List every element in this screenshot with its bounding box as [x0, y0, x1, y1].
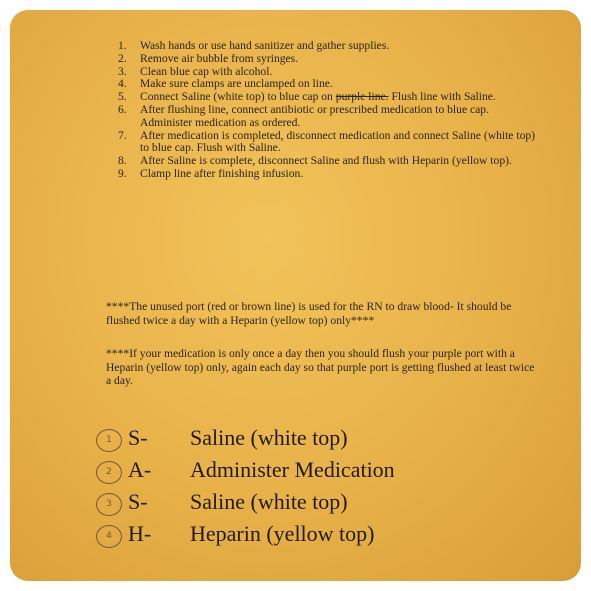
step-number: 7.	[118, 128, 127, 142]
step-text: After flushing line, connect antibiotic or prescribed medication to blue cap. Administer medication as ordered.	[140, 102, 489, 129]
mnemonic-letter: S-	[128, 489, 148, 514]
step-text: Wash hands or use hand sanitizer and gather supplies.	[140, 39, 390, 52]
step-number: 5.	[118, 90, 127, 104]
mnemonic-letter: S-	[128, 425, 148, 450]
step-number: 2.	[118, 51, 127, 65]
handwritten-circled-number: 4	[96, 525, 122, 548]
mnemonic-text: Saline (white top)	[190, 489, 348, 514]
step-text: Remove air bubble from syringes.	[140, 51, 299, 65]
step-text: Connect Saline (white top) to blue cap on	[140, 90, 336, 104]
mnemonic-letter: A-	[128, 457, 152, 482]
step-text: After medication is completed, disconnect medication and connect Saline (white top) to blue cap. Flush with Saline.	[140, 128, 536, 155]
step-text: Flush line with Saline.	[388, 90, 496, 104]
step-text: Clamp line after finishing infusion.	[140, 166, 304, 180]
paper-sheet	[10, 10, 581, 581]
once-a-day-note: ****If your medication is only once a day then you should flush your purple port with a Heparin (yellow top) only, again each day so that purple port is getting flushed at least twice a day.	[106, 347, 535, 387]
mnemonic-letter: H-	[128, 521, 152, 546]
step-number: 3.	[118, 64, 127, 78]
handwritten-circled-number: 2	[96, 461, 122, 484]
mnemonic-text: Saline (white top)	[190, 425, 348, 450]
step-number: 1.	[118, 39, 127, 52]
procedure-step	[118, 168, 538, 181]
procedure-step	[118, 104, 538, 130]
handwritten-circled-number: 3	[96, 493, 122, 516]
step-text: Clean blue cap with alcohol.	[140, 64, 273, 78]
step-number: 9.	[118, 166, 127, 180]
step-number: 6.	[118, 102, 127, 116]
step-number: 4.	[118, 77, 127, 91]
step-text: Make sure clamps are unclamped on line.	[140, 77, 333, 91]
unused-port-note: ****The unused port (red or brown line) is used for the RN to draw blood- It should be flushed twice a day with a Heparin (yellow top) only****	[106, 300, 512, 327]
struck-text: purple line.	[335, 90, 389, 104]
step-text: After Saline is complete, disconnect Saline and flush with Heparin (yellow top).	[140, 154, 512, 168]
handwritten-circled-number: 1	[96, 429, 122, 452]
procedure-step	[118, 130, 538, 156]
step-number: 8.	[118, 154, 127, 168]
mnemonic-text: Administer Medication	[190, 457, 395, 482]
mnemonic-text: Heparin (yellow top)	[190, 521, 375, 546]
procedure-steps-list	[118, 40, 538, 181]
